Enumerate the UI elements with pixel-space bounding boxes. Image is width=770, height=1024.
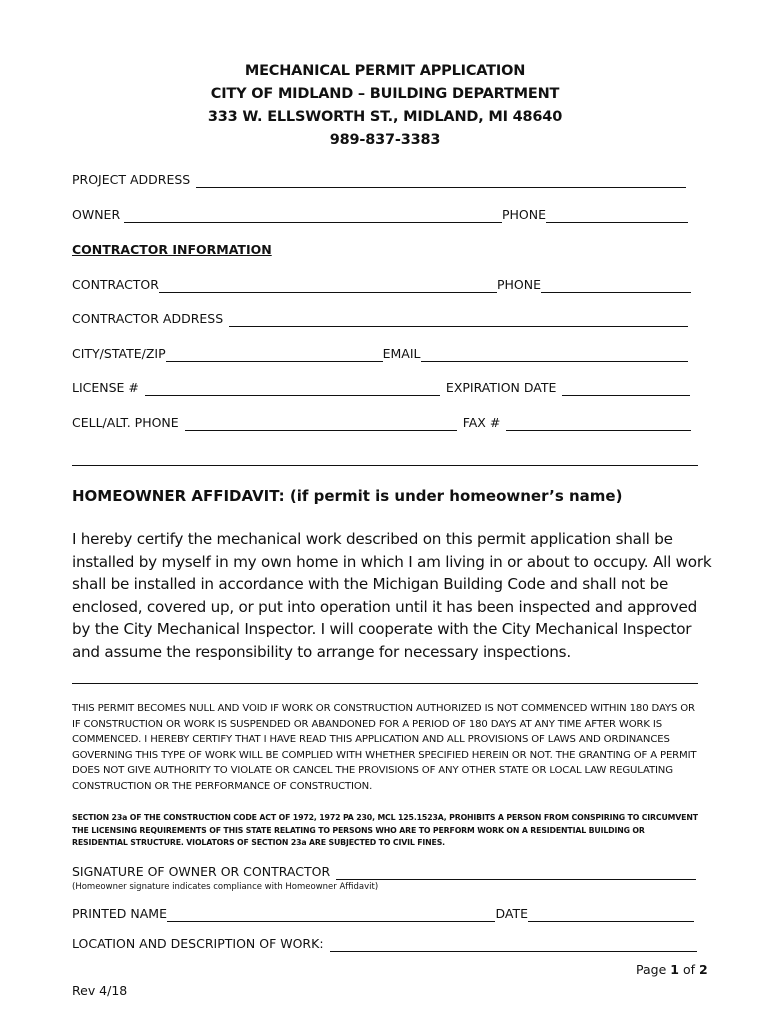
contractor-address-label: CONTRACTOR ADDRESS xyxy=(72,311,224,326)
fax-label: FAX # xyxy=(462,415,501,430)
page-of: of xyxy=(682,962,695,977)
contractor-phone-label: PHONE xyxy=(496,277,541,292)
affidavit-divider xyxy=(72,683,698,684)
printed-name-field[interactable] xyxy=(167,907,495,922)
owner-row xyxy=(72,207,688,223)
contractor-phone-field[interactable] xyxy=(541,278,691,293)
page-current: 1 xyxy=(670,962,679,977)
page-word: Page xyxy=(636,962,667,977)
contractor-row xyxy=(72,277,691,293)
fax-field[interactable] xyxy=(506,416,691,431)
signature-note: (Homeowner signature indicates compliance with Homeowner Affidavit) xyxy=(72,882,379,892)
department-name: CITY OF MIDLAND – BUILDING DEPARTMENT xyxy=(210,86,560,102)
location-description-label: LOCATION AND DESCRIPTION OF WORK: xyxy=(72,936,324,951)
affidavit-title: HOMEOWNER AFFIDAVIT: (if permit is under homeowner’s name) xyxy=(72,487,623,505)
project-address-field[interactable] xyxy=(196,173,686,188)
project-address-label: PROJECT ADDRESS xyxy=(72,172,191,187)
owner-phone-label: PHONE xyxy=(501,207,546,222)
email-field[interactable] xyxy=(421,347,688,362)
printed-name-row xyxy=(72,906,694,922)
project-address-row xyxy=(72,172,686,188)
printed-name-label: PRINTED NAME xyxy=(72,906,167,921)
license-label: LICENSE # xyxy=(72,380,139,395)
cell-alt-phone-field[interactable] xyxy=(185,416,457,431)
owner-phone-field[interactable] xyxy=(546,208,688,223)
owner-label: OWNER xyxy=(72,207,121,222)
expiration-date-field[interactable] xyxy=(562,381,690,396)
date-field[interactable] xyxy=(528,907,694,922)
email-label: EMAIL xyxy=(382,346,421,361)
cell-phone-row xyxy=(72,415,691,431)
cell-alt-phone-label: CELL/ALT. PHONE xyxy=(72,415,179,430)
contractor-label: CONTRACTOR xyxy=(72,277,159,292)
date-label: DATE xyxy=(495,906,528,921)
location-description-row xyxy=(72,936,697,952)
contractor-address-field[interactable] xyxy=(229,312,688,327)
department-address: 333 W. ELLSWORTH ST., MIDLAND, MI 48640 xyxy=(207,109,563,125)
signature-field[interactable] xyxy=(336,865,696,880)
section-divider xyxy=(72,465,698,466)
license-field[interactable] xyxy=(145,381,440,396)
city-state-zip-label: CITY/STATE/ZIP xyxy=(72,346,166,361)
page-number xyxy=(636,962,708,977)
permit-void-notice: THIS PERMIT BECOMES NULL AND VOID IF WORK OR CONSTRUCTION AUTHORIZED IS NOT COMMENCED WITHIN 180 DAYS OR IF CONSTRUCTION OR WORK IS SUSPENDED OR ABANDONED FOR A PERIOD OF 180 DAYS AT ANY TIME AFTER WORK IS COMMENCED. I HEREBY CERTIFY THAT I HAVE READ THIS APPLICATION AND ALL PROVISIONS OF LAWS AND ORDINANCES GOVERNING THIS TYPE OF WORK WILL BE COMPLIED WITH WHETHER SPECIFIED HEREIN OR NOT. THE GRANTING OF A PERMIT DOES NOT GIVE AUTHORITY TO VIOLATE OR CANCEL THE PROVISIONS OF ANY OTHER STATE OR LOCAL LAW REGULATING CONSTRUCTION OR THE PERFORMANCE OF CONSTRUCTION. xyxy=(72,703,697,792)
department-phone: 989-837-3383 xyxy=(329,132,441,148)
contractor-field[interactable] xyxy=(159,278,497,293)
expiration-date-label: EXPIRATION DATE xyxy=(445,380,557,395)
signature-row xyxy=(72,864,696,880)
city-state-zip-row xyxy=(72,346,688,362)
license-row xyxy=(72,380,690,396)
contractor-address-row xyxy=(72,311,688,327)
contractor-section-heading: CONTRACTOR INFORMATION xyxy=(72,242,272,257)
signature-label: SIGNATURE OF OWNER OR CONTRACTOR xyxy=(72,864,331,879)
city-state-zip-field[interactable] xyxy=(166,347,383,362)
form-title: MECHANICAL PERMIT APPLICATION xyxy=(244,63,526,79)
section-23a-notice: SECTION 23a OF THE CONSTRUCTION CODE ACT OF 1972, 1972 PA 230, MCL 125.1523A, PROHIBITS A PERSON FROM CONSPIRING TO CIRCUMVENT THE LICENSING REQUIREMENTS OF THIS STATE RELATING TO PERSONS WHO ARE TO PERFORM WORK ON A RESIDENTIAL BUILDING OR RESIDENTIAL STRUCTURE. VIOLATORS OF SECTION 23a ARE SUBJECTED TO CIVIL FINES. xyxy=(72,813,698,847)
revision-label: Rev 4/18 xyxy=(72,983,128,998)
affidavit-body: I hereby certify the mechanical work described on this permit application shall be installed by myself in my own home in which I am living in or about to occupy. All work shall be installed in accordance with the Michigan Building Code and shall not be enclosed, covered up, or put into operation until it has been inspected and approved by the City Mechanical Inspector. I will cooperate with the City Mechanical Inspector and assume the responsibility to arrange for necessary inspections. xyxy=(72,530,712,661)
page-total: 2 xyxy=(698,962,708,977)
location-description-field[interactable] xyxy=(330,937,697,952)
owner-field[interactable] xyxy=(124,208,502,223)
